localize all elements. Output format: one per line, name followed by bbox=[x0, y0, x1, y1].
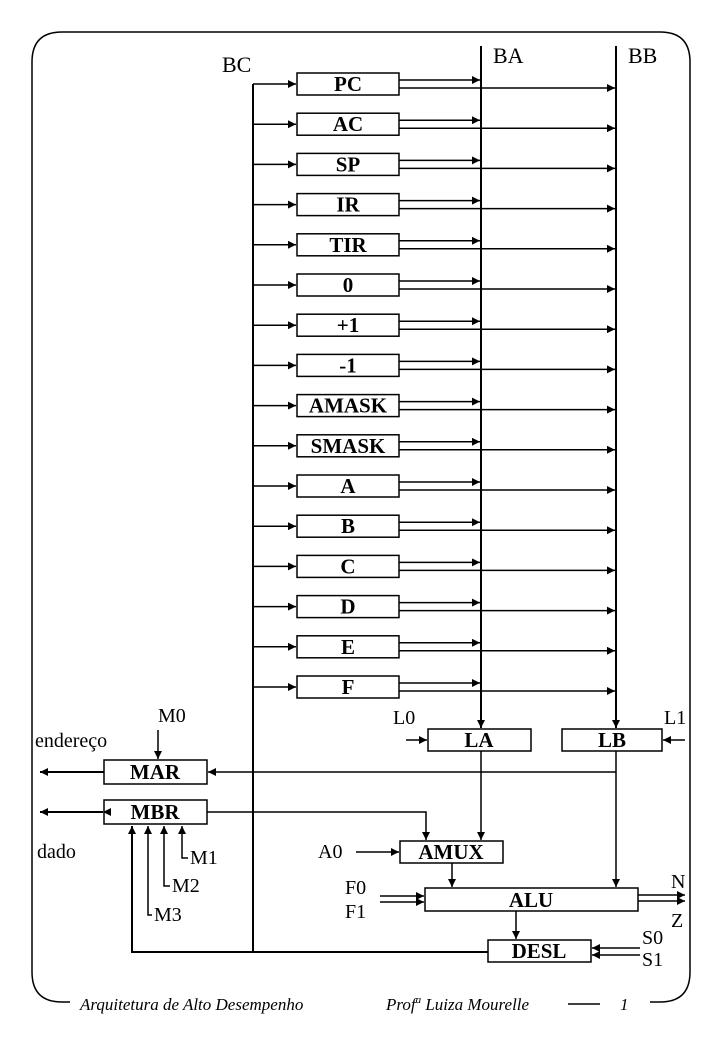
footer-prof-sup: a bbox=[415, 994, 422, 1006]
m3-line bbox=[148, 826, 152, 915]
mbr-to-amux-line bbox=[207, 812, 426, 840]
latch-la-label: LA bbox=[464, 728, 494, 752]
dado-label: dado bbox=[37, 841, 76, 863]
signal-s1: S1 bbox=[642, 949, 664, 971]
flag-z: Z bbox=[671, 910, 684, 932]
register-label: B bbox=[340, 514, 356, 539]
amux-label: AMUX bbox=[418, 840, 484, 864]
signal-f1: F1 bbox=[345, 901, 367, 923]
register-label: -1 bbox=[339, 353, 357, 378]
flag-n: N bbox=[671, 871, 686, 893]
signal-l1: L1 bbox=[664, 707, 687, 729]
mbr-label: MBR bbox=[130, 800, 180, 824]
signal-a0: A0 bbox=[318, 841, 343, 863]
mar-label: MAR bbox=[129, 760, 181, 784]
footer-page-number: 1 bbox=[620, 995, 629, 1014]
register-label: TIR bbox=[329, 232, 367, 257]
m2-line bbox=[164, 826, 170, 886]
bus-label-bb: BB bbox=[628, 43, 658, 68]
register-label: IR bbox=[336, 192, 360, 217]
register-label: +1 bbox=[336, 313, 360, 338]
signal-f0: F0 bbox=[345, 877, 367, 899]
register-file bbox=[253, 72, 615, 699]
register-label: D bbox=[340, 594, 356, 619]
signal-l0: L0 bbox=[393, 707, 416, 729]
footer-prof: Prof bbox=[386, 995, 416, 1014]
endereco-label: endereço bbox=[35, 730, 108, 752]
register-label: 0 bbox=[342, 273, 354, 297]
footer-name: Luiza Mourelle bbox=[421, 995, 530, 1014]
bus-label-bc: BC bbox=[222, 52, 252, 77]
register-label: E bbox=[340, 634, 356, 659]
register-label: SP bbox=[335, 152, 361, 177]
signal-m0: M0 bbox=[158, 705, 186, 727]
desl-label: DESL bbox=[511, 939, 567, 963]
register-label: AC bbox=[332, 112, 364, 137]
signal-s0: S0 bbox=[642, 927, 664, 949]
register-label: PC bbox=[334, 72, 362, 96]
bus-label-ba: BA bbox=[493, 43, 524, 68]
register-label: SMASK bbox=[310, 433, 386, 458]
latch-lb-label: LB bbox=[597, 728, 627, 752]
alu-label: ALU bbox=[508, 888, 554, 912]
register-label: C bbox=[340, 554, 356, 579]
m1-line bbox=[182, 826, 188, 858]
register-label: F bbox=[341, 675, 355, 699]
signal-m3: M3 bbox=[154, 904, 182, 926]
footer-course: Arquitetura de Alto Desempenho bbox=[80, 995, 304, 1014]
footer-professor bbox=[385, 994, 530, 1014]
signal-m1: M1 bbox=[190, 847, 218, 869]
register-label: AMASK bbox=[308, 393, 388, 418]
signal-m2: M2 bbox=[172, 875, 200, 897]
register-label: A bbox=[340, 474, 356, 498]
